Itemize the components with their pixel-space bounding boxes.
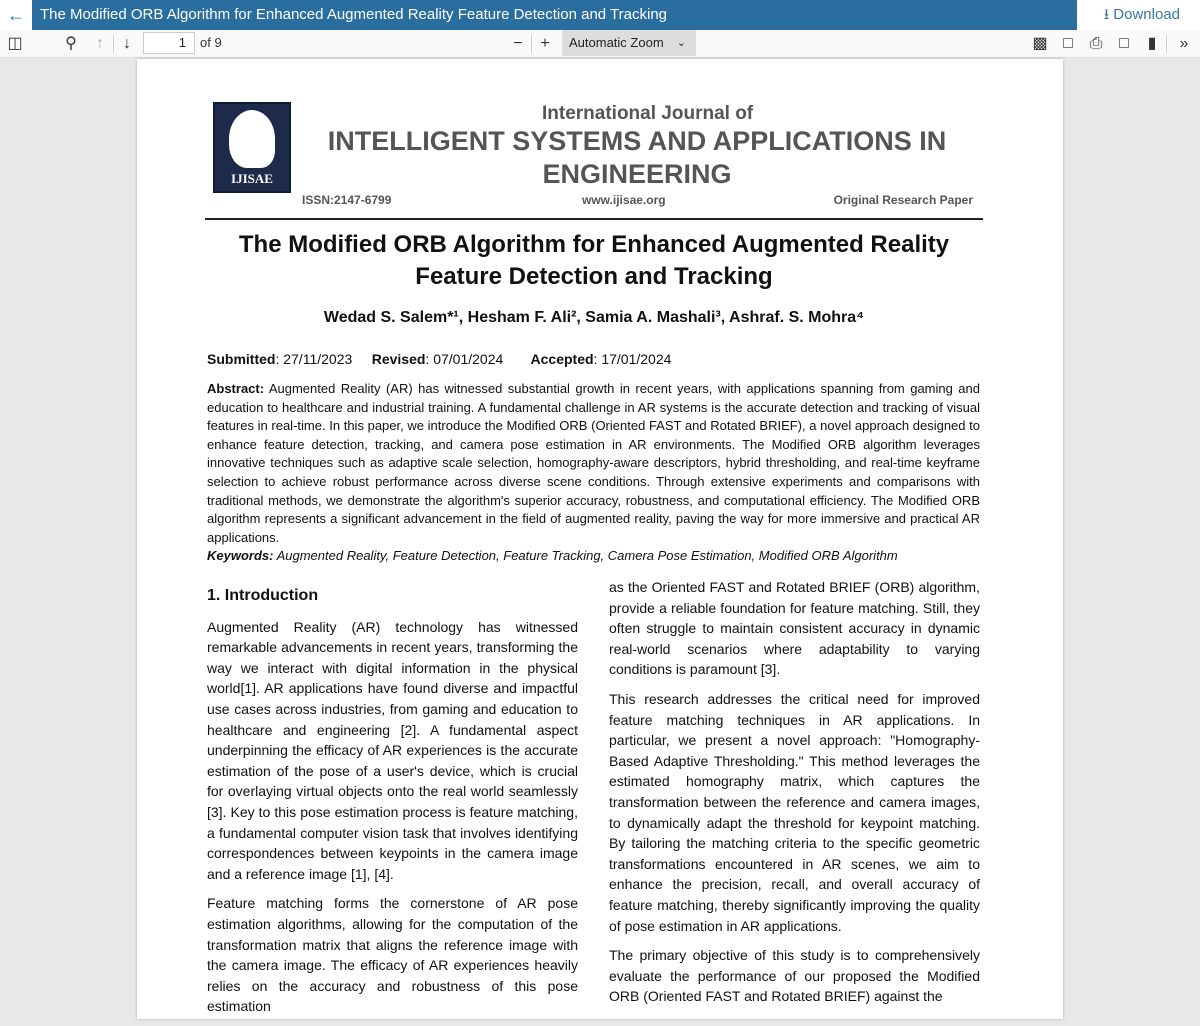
- next-page-icon[interactable]: ↓: [123, 35, 131, 52]
- download-button[interactable]: [1104, 0, 1180, 30]
- submitted-label: Submitted: [207, 351, 276, 367]
- header-divider: [205, 218, 983, 220]
- save-icon[interactable]: □: [1119, 35, 1129, 52]
- paragraph: Augmented Reality (AR) technology has witnessed remarkable advancements in recent years, transforming the way we interact with digital information in the physical world[1]. AR applications have found diverse and impactful use cases across industries, from gaming and education to healthcare and engineering [2]. A fundamental aspect underpinning the efficacy of AR experiences is the accurate estimation of the pose of a user's device, which is crucial for overlaying virtual objects onto the real world seamlessly [3]. Key to this pose estimation process is feature matching, a fundamental computer vision task that involves identifying correspondences between keypoints in the camera image and a reference image [1], [4].: [207, 618, 578, 882]
- revised-date: : 07/01/2024: [425, 351, 504, 367]
- download-label: Download: [1113, 6, 1180, 23]
- previous-page-icon[interactable]: ↑: [96, 35, 104, 52]
- page-count: of 9: [200, 35, 222, 50]
- paragraph: This research addresses the critical need for improved feature matching techniques in AR applications. In particular, we present a novel approach: "Homography-Based Adaptive Thresholding." This method leverages the estimated homography matrix, which captures the transformation between the reference and camera images, to dynamically adapt the threshold for keypoint matching. By tailoring the matching criteria to the specific geometric transformations encountered in AR scenes, we aim to enhance the precision, recall, and overall accuracy of feature matching, thereby significantly improving the quality of pose estimation in AR applications.: [609, 690, 980, 934]
- paragraph: The primary objective of this study is to comprehensively evaluate the performance of our proposed the Modified ORB (Oriented FAST and Rotated BRIEF) against the: [609, 947, 980, 1005]
- paragraph: as the Oriented FAST and Rotated BRIEF (ORB) algorithm, provide a reliable foundation for feature matching. Still, they often struggle to maintain consistent accuracy in dynamic real-world scenarios where adaptability to varying conditions is paramount [3].: [609, 579, 980, 678]
- keywords-text: Augmented Reality, Feature Detection, Feature Tracking, Camera Pose Estimation, Modified ORB Algorithm: [273, 548, 898, 563]
- issn: ISSN:2147-6799: [302, 193, 392, 207]
- paper-type: Original Research Paper: [833, 193, 973, 207]
- keywords: [207, 548, 980, 563]
- abstract-label: Abstract:: [207, 381, 265, 396]
- journal-logo: [213, 102, 291, 193]
- search-icon[interactable]: ⚲: [65, 35, 77, 52]
- presentation-mode-icon[interactable]: ▩: [1032, 35, 1048, 52]
- open-file-icon[interactable]: □: [1063, 35, 1073, 52]
- download-icon: ⭳: [1103, 6, 1114, 23]
- dates: [207, 351, 671, 367]
- title-bar: [0, 0, 1200, 30]
- chevron-down-icon: ⌄: [676, 37, 686, 49]
- zoom-out-icon[interactable]: −: [513, 35, 523, 52]
- logo-text: IJISAE: [231, 171, 273, 186]
- print-icon[interactable]: ⎙: [1089, 35, 1103, 52]
- page-number-input[interactable]: 1: [143, 32, 195, 54]
- journal-website: www.ijisae.org: [582, 193, 666, 207]
- brain-head-icon: [229, 110, 275, 168]
- section-heading: 1. Introduction: [207, 587, 319, 604]
- submitted-date: : 27/11/2023: [275, 351, 353, 367]
- journal-line1: International Journal of: [542, 103, 754, 124]
- back-arrow-icon[interactable]: ←: [7, 5, 25, 25]
- keywords-label: Keywords:: [207, 548, 274, 563]
- more-tools-icon[interactable]: »: [1179, 35, 1189, 52]
- document-title: The Modified ORB Algorithm for Enhanced Augmented Reality Feature Detection and Tracking: [32, 0, 1077, 30]
- zoom-value: Automatic Zoom: [569, 35, 664, 50]
- right-column: [609, 577, 980, 1016]
- zoom-in-icon[interactable]: +: [540, 35, 550, 52]
- zoom-select[interactable]: [562, 30, 696, 56]
- bookmark-icon[interactable]: ▮: [1147, 35, 1157, 52]
- abstract: [207, 380, 980, 547]
- abstract-text: Augmented Reality (AR) has witnessed substantial growth in recent years, with applications spanning from gaming and education to healthcare and industrial training. A fundamental challenge in AR systems is the accurate detection and tracking of visual features in real-time. In this paper, we introduce the Modified ORB (Oriented FAST and Rotated BRIEF), a novel approach designed to enhance feature detection, tracking, and camera pose estimation in AR environments. The Modified ORB algorithm leverages innovative techniques such as adaptive scale selection, homography-aware descriptors, hybrid thresholding, and real-time keyframe selection to achieve robust performance across diverse scene conditions. Through extensive experiments and comparisons with traditional methods, we demonstrate the algorithm's superior accuracy, robustness, and computational efficiency. The Modified ORB algorithm represents a significant advancement in the field of augmented reality, paving the way for more immersive and practical AR applications.: [207, 381, 980, 545]
- revised-label: Revised: [371, 351, 426, 367]
- pdf-toolbar: [0, 30, 1200, 58]
- left-column: [207, 586, 578, 1026]
- journal-name: INTELLIGENT SYSTEMS AND APPLICATIONS IN ENGINEERING: [327, 126, 947, 189]
- accepted-date: : 17/01/2024: [593, 351, 672, 367]
- paper-title: The Modified ORB Algorithm for Enhanced Augmented Reality Feature Detection and Tracking: [238, 231, 950, 290]
- authors: Wedad S. Salem*¹, Hesham F. Ali², Samia A. Mashali³, Ashraf. S. Mohra⁴: [323, 309, 865, 326]
- accepted-label: Accepted: [530, 351, 594, 367]
- pdf-page: [137, 59, 1063, 1019]
- sidebar-toggle-icon[interactable]: ◫: [7, 35, 23, 52]
- paragraph: Feature matching forms the cornerstone of AR pose estimation algorithms, allowing for the computation of the transformation matrix that aligns the reference image with the camera image. The efficacy of AR experiences heavily relies on the accuracy and robustness of this pose estimation: [207, 895, 578, 1015]
